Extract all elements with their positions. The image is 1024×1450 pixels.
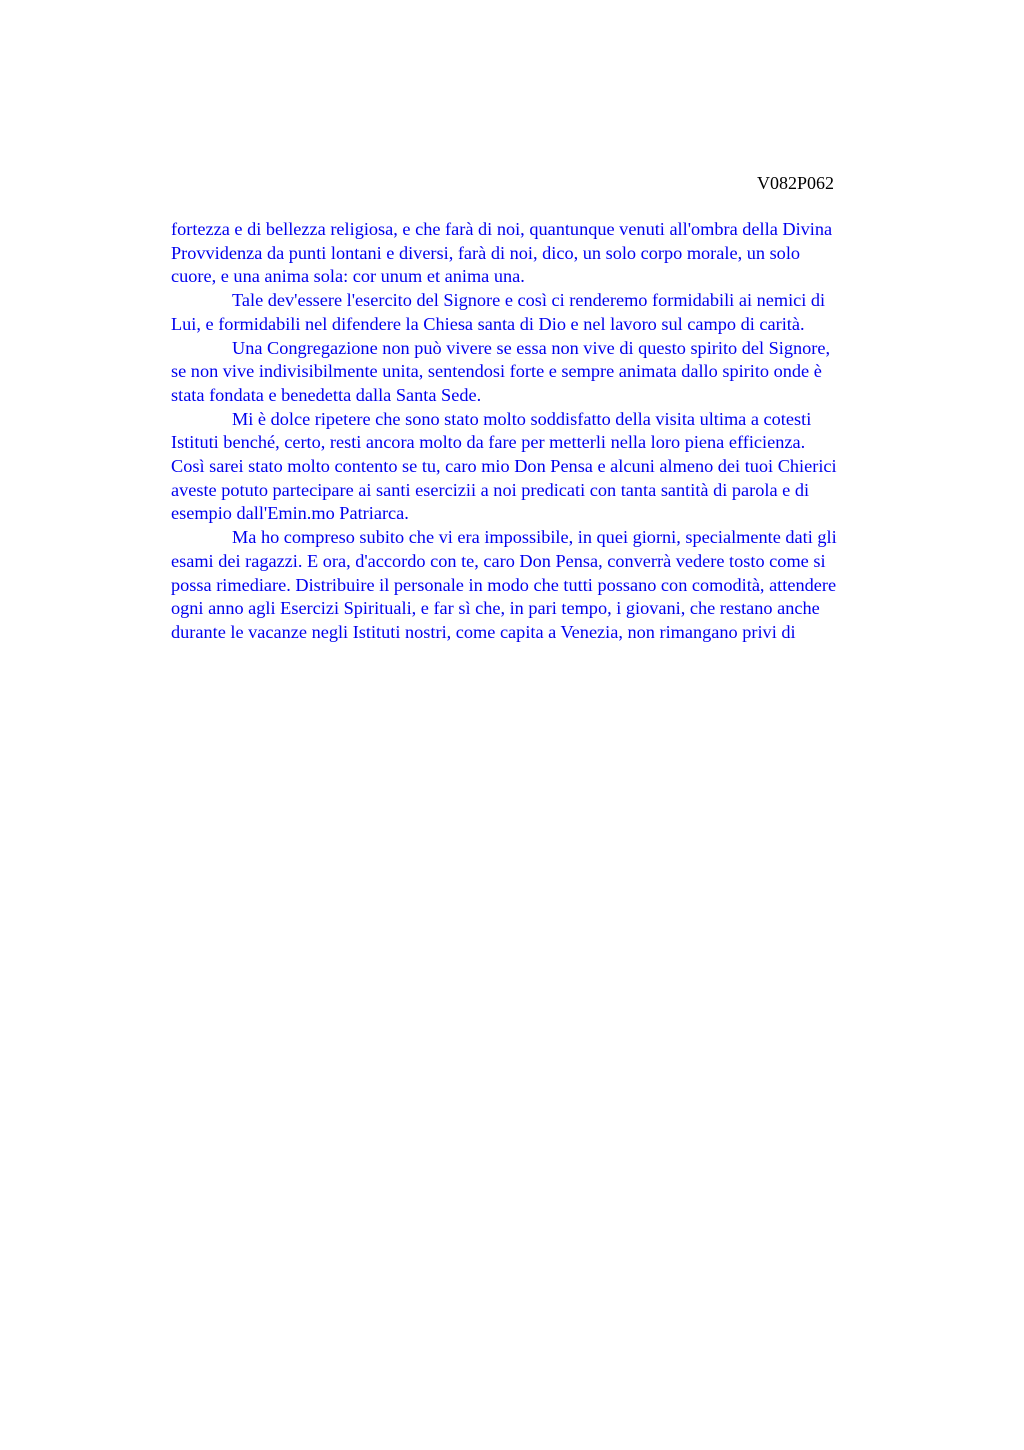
text-line: Così sarei stato molto contento se tu, caro mio Don Pensa e alcuni almeno dei tuoi Chierici — [171, 456, 837, 477]
text-line: aveste potuto partecipare ai santi esercizii a noi predicati con tanta santità di parola e di — [171, 479, 810, 500]
text-line: Provvidenza da punti lontani e diversi, farà di noi, dico, un solo corpo morale, un solo — [171, 242, 801, 263]
letter-body — [171, 218, 931, 645]
text-line: esami dei ragazzi. E ora, d'accordo con te, caro Don Pensa, converrà vedere tosto come si — [171, 550, 826, 571]
text-line: se non vive indivisibilmente unita, sentendosi forte e sempre animata dallo spirito onde è — [171, 361, 822, 382]
text-line: Lui, e formidabili nel difendere la Chiesa santa di Dio e nel lavoro sul campo di carità. — [171, 313, 805, 334]
paragraph-first-line: Ma ho compreso subito che vi era impossibile, in quei giorni, specialmente dati gli — [232, 527, 837, 548]
text-line: cuore, e una anima sola: cor unum et anima una. — [171, 266, 525, 287]
text-line: stata fondata e benedetta dalla Santa Sede. — [171, 384, 482, 405]
paragraph-first-line: Una Congregazione non può vivere se essa non vive di questo spirito del Signore, — [232, 337, 831, 358]
text-line: ogni anno agli Esercizi Spirituali, e far sì che, in pari tempo, i giovani, che restano anche — [171, 598, 820, 619]
text-line: durante le vacanze negli Istituti nostri, come capita a Venezia, non rimangano privi di — [171, 621, 796, 642]
text-line: possa rimediare. Distribuire il personale in modo che tutti possano con comodità, attendere — [171, 574, 837, 595]
text-line: esempio dall'Emin.mo Patriarca. — [171, 503, 409, 524]
paragraph-first-line: Tale dev'essere l'esercito del Signore e così ci renderemo formidabili ai nemici di — [232, 290, 826, 311]
text-line: fortezza e di bellezza religiosa, e che farà di noi, quantunque venuti all'ombra della Divina — [171, 219, 833, 239]
paragraph-first-line: Mi è dolce ripetere che sono stato molto soddisfatto della visita ultima a cotesti — [232, 408, 812, 429]
page-code: V082P062 — [757, 173, 835, 193]
text-line: Istituti benché, certo, resti ancora molto da fare per metterli nella loro piena efficienza. — [171, 432, 806, 453]
